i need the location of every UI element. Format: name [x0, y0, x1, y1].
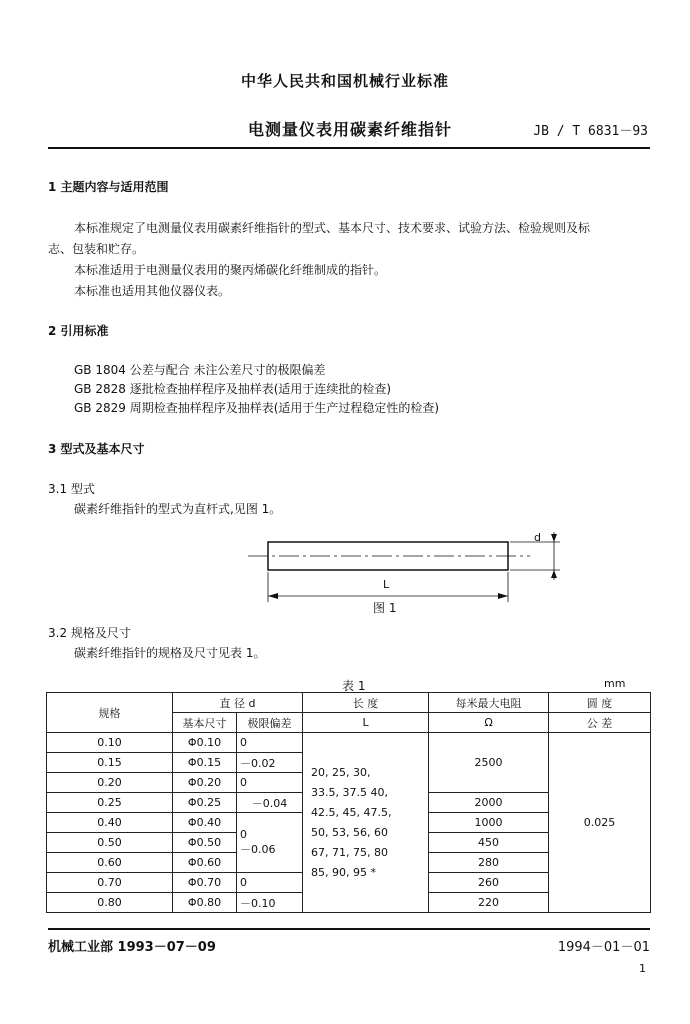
page-number: 1: [639, 962, 646, 975]
deviation-cell: －0.04: [237, 793, 303, 813]
deviation-cell: 0: [237, 733, 303, 753]
section-1-para-2: 本标准适用于电测量仪表用的聚丙烯碳化纤维制成的指针。: [74, 263, 387, 277]
section-1-para-3: 本标准也适用其他仪器仪表。: [74, 284, 231, 298]
issue-date: 机械工业部 1993－07－09: [48, 940, 216, 955]
resistance-cell: 2000: [429, 793, 549, 813]
resistance-cell: 450: [429, 833, 549, 853]
length-line: 42.5, 45, 47.5,: [311, 805, 392, 819]
header-tolerance: 公 差: [549, 713, 651, 733]
resistance-cell: 220: [429, 893, 549, 913]
implementation-date: 1994－01－01: [557, 940, 650, 955]
deviation-cell: 0: [237, 873, 303, 893]
basic-size-cell: Φ0.60: [173, 853, 237, 873]
section-3-2-text: 碳素纤维指针的规格及尺寸见表 1。: [74, 646, 266, 660]
issuing-org: 中华人民共和国机械行业标准: [240, 72, 449, 90]
reference-item: GB 2828 逐批检查抽样程序及抽样表(适用于连续批的检查): [74, 382, 392, 396]
deviation-lower: －0.06: [240, 843, 276, 856]
length-line: 20, 25, 30,: [311, 765, 371, 779]
length-values-cell: [303, 733, 429, 913]
header-basic-size: 基本尺寸: [173, 713, 237, 733]
basic-size-cell: Φ0.70: [173, 873, 237, 893]
spec-cell: 0.80: [47, 893, 173, 913]
section-3-1-heading: 3.1 型式: [48, 482, 95, 496]
resistance-cell: 2500: [429, 733, 549, 793]
reference-item: GB 1804 公差与配合 未注公差尺寸的极限偏差: [74, 363, 326, 377]
resistance-cell: 260: [429, 873, 549, 893]
section-3-2-heading: 3.2 规格及尺寸: [48, 626, 131, 640]
length-line: 67, 71, 75, 80: [311, 845, 388, 859]
section-3-1-text: 碳素纤维指针的型式为直杆式,见图 1。: [74, 502, 282, 516]
header-resistance-unit: Ω: [429, 713, 549, 733]
basic-size-cell: Φ0.25: [173, 793, 237, 813]
spec-cell: 0.25: [47, 793, 173, 813]
table-row: [47, 733, 651, 753]
spec-cell: 0.50: [47, 833, 173, 853]
header-resistance: 每米最大电阻: [429, 693, 549, 713]
header-length: 长 度: [303, 693, 429, 713]
resistance-cell: 1000: [429, 813, 549, 833]
table-header-row: [47, 693, 651, 713]
basic-size-cell: Φ0.80: [173, 893, 237, 913]
section-1-heading: 1 主题内容与适用范围: [48, 180, 169, 194]
header-diameter: 直 径 d: [173, 693, 303, 713]
basic-size-cell: Φ0.50: [173, 833, 237, 853]
table-1-caption: 表 1: [342, 679, 366, 693]
section-2-heading: 2 引用标准: [48, 324, 109, 338]
spec-cell: 0.15: [47, 753, 173, 773]
header-roundness: 圆 度: [549, 693, 651, 713]
deviation-cell: 0: [237, 773, 303, 793]
header-rule: [48, 147, 650, 149]
spec-cell: 0.10: [47, 733, 173, 753]
deviation-cell: －0.10: [237, 893, 303, 913]
spec-cell: 0.60: [47, 853, 173, 873]
basic-size-cell: Φ0.15: [173, 753, 237, 773]
header-spec: 规格: [47, 693, 173, 733]
spec-cell: 0.40: [47, 813, 173, 833]
header-deviation: 极限偏差: [237, 713, 303, 733]
section-1-para-1a: 本标准规定了电测量仪表用碳素纤维指针的型式、基本尺寸、技术要求、试验方法、检验规则及标: [74, 221, 591, 235]
table-1-unit: mm: [604, 677, 626, 690]
deviation-cell: [237, 813, 303, 873]
document-title: 电测量仪表用碳素纤维指针: [248, 120, 453, 139]
figure-1-drawing: [240, 530, 580, 620]
deviation-cell: －0.02: [237, 753, 303, 773]
standard-code: JB / T 6831－93: [533, 124, 648, 139]
length-line: 33.5, 37.5 40,: [311, 785, 388, 799]
section-1-para-1b: 志、包装和贮存。: [48, 242, 145, 256]
footer-rule: [48, 928, 650, 930]
header-length-symbol: L: [303, 713, 429, 733]
specification-table: [46, 692, 651, 913]
roundness-tolerance-cell: 0.025: [549, 733, 651, 913]
spec-cell: 0.20: [47, 773, 173, 793]
basic-size-cell: Φ0.40: [173, 813, 237, 833]
basic-size-cell: Φ0.20: [173, 773, 237, 793]
deviation-upper: 0: [240, 828, 247, 841]
length-line: 50, 53, 56, 60: [311, 825, 388, 839]
figure-1-label-L: L: [383, 578, 390, 591]
basic-size-cell: Φ0.10: [173, 733, 237, 753]
section-3-heading: 3 型式及基本尺寸: [48, 442, 145, 456]
figure-1-caption: 图 1: [373, 601, 397, 615]
length-line: 85, 90, 95 *: [311, 865, 376, 879]
spec-cell: 0.70: [47, 873, 173, 893]
reference-item: GB 2829 周期检查抽样程序及抽样表(适用于生产过程稳定性的检查): [74, 401, 440, 415]
resistance-cell: 280: [429, 853, 549, 873]
figure-1-label-d: d: [534, 531, 541, 544]
